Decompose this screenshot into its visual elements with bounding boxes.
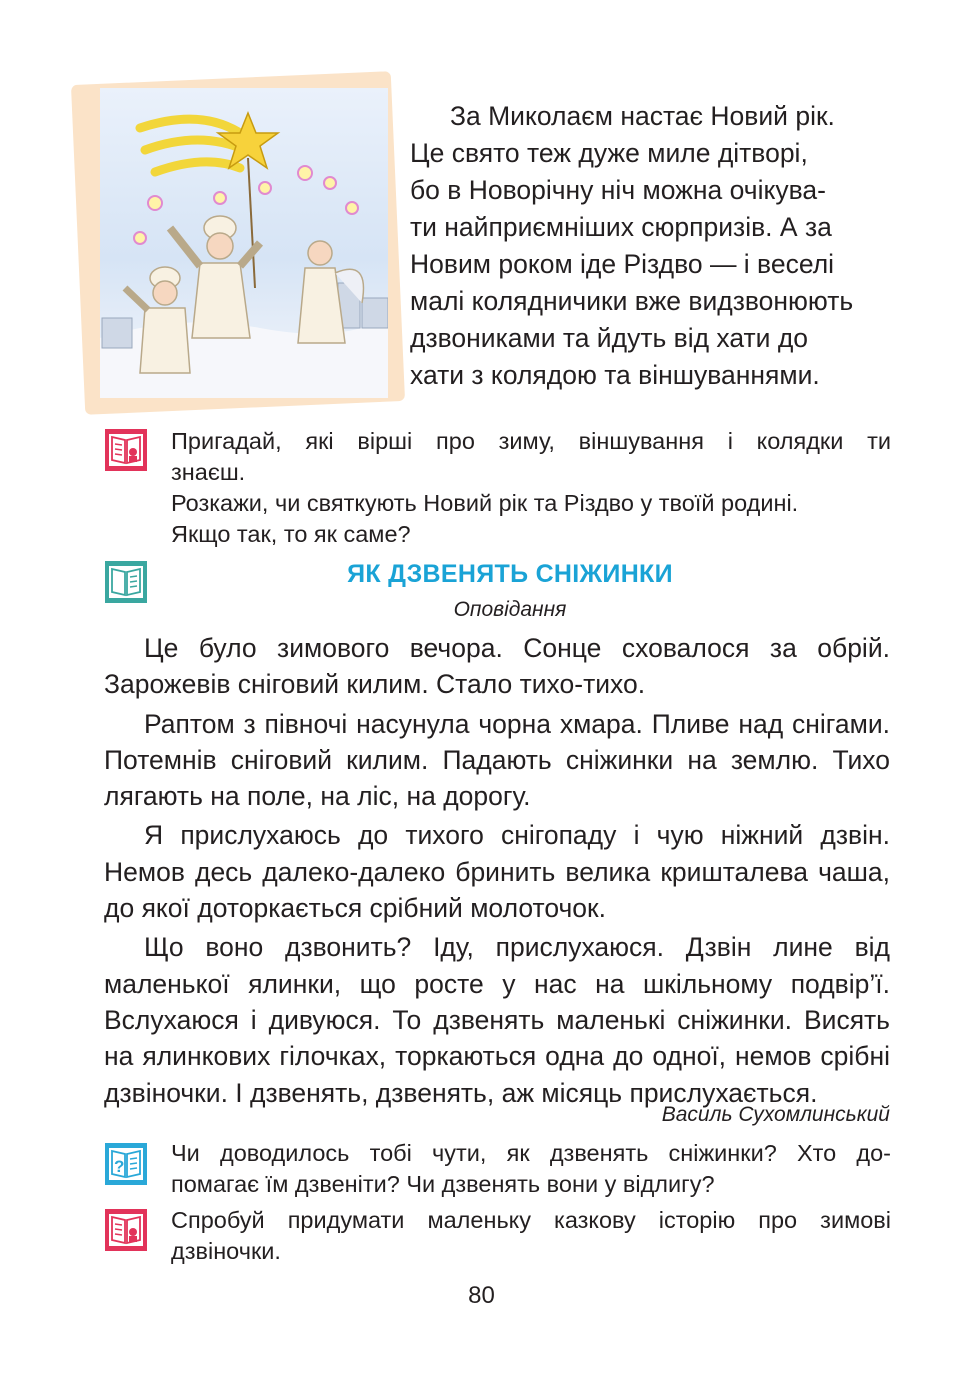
story-paragraph: Раптом з півночі насунула чорна хмара. Пливе над снігами. Потемнів сніговий килим. Падають сніжинки на землю. Тихо лягають на поле, на ліс, на дорогу. bbox=[104, 708, 890, 812]
task-block-2 bbox=[171, 1205, 891, 1267]
reading-book-icon bbox=[104, 560, 148, 609]
page-number: 80 bbox=[468, 1282, 495, 1309]
intro-text bbox=[410, 98, 890, 394]
story-paragraph: Це було зимового вечора. Сонце сховалося за обрій. Зарожевів сніговий килим. Стало тихо-тихо. bbox=[104, 633, 890, 700]
task-icon bbox=[104, 1208, 148, 1257]
story-text bbox=[104, 630, 890, 1111]
intro-line: бо в Новорічну ніч можна очікува- bbox=[410, 175, 826, 205]
intro-line: За Миколаєм настає Новий рік. bbox=[450, 101, 835, 131]
task-line: Спробуй придумати маленьку казкову історію про зимові bbox=[171, 1207, 891, 1233]
intro-line: ти найприємніших сюрпризів. А за bbox=[410, 212, 832, 242]
story-title: ЯК ДЗВЕНЯТЬ СНІЖИНКИ bbox=[347, 560, 673, 588]
question-line: Чи доводилось тобі чути, як дзвенять сніжинки? Хто до- bbox=[171, 1140, 891, 1166]
question-icon bbox=[104, 1142, 148, 1191]
story-author: Василь Сухомлинський bbox=[661, 1103, 890, 1126]
carolers-picture bbox=[100, 88, 388, 398]
task-line: дзвіночки. bbox=[171, 1238, 281, 1264]
intro-line: Новим роком іде Різдво — і веселі bbox=[410, 249, 835, 279]
task-icon bbox=[104, 428, 148, 477]
story-paragraph: Що воно дзвонить? Іду, прислухаюся. Дзвін лине від маленької ялинки, що росте у нас на шкільному подвір’ї. Вслухаюся і дивуюся. То дзвенять маленькі сніжинки. Висять на ялинкових гілочках, торкаються одна до одної, немов срібні дзвіночки. І дзвенять, дзвенять, аж місяць прислухається. bbox=[104, 932, 890, 1108]
question-line: помагає їм дзвеніти? Чи дзвенять вони у відлигу? bbox=[171, 1171, 715, 1197]
svg-text:?: ? bbox=[114, 1157, 125, 1176]
intro-line: хати з колядою та віншуваннями. bbox=[410, 360, 820, 390]
intro-line: малі колядничики вже видзвонюють bbox=[410, 286, 854, 316]
intro-line: Це свято теж дуже миле дітворі, bbox=[410, 138, 808, 168]
task-block-1 bbox=[171, 426, 891, 550]
task-line: Пригадай, які вірші про зиму, віншування і колядки ти bbox=[171, 428, 891, 454]
task-line: знаєш. bbox=[171, 459, 246, 485]
story-paragraph: Я прислухаюсь до тихого снігопаду і чую ніжний дзвін. Немов десь далеко-далеко бринить велика кришталева чаша, до якої доторкається срібний молоточок. bbox=[104, 820, 890, 924]
illustration-carolers bbox=[100, 88, 388, 398]
task-line: Якщо так, то як саме? bbox=[171, 521, 411, 547]
question-block bbox=[171, 1138, 891, 1200]
task-line: Розкажи, чи святкують Новий рік та Різдво у твоїй родині. bbox=[171, 490, 799, 516]
intro-line: дзвониками та йдуть від хати до bbox=[410, 323, 809, 353]
story-genre: Оповідання bbox=[453, 598, 567, 621]
